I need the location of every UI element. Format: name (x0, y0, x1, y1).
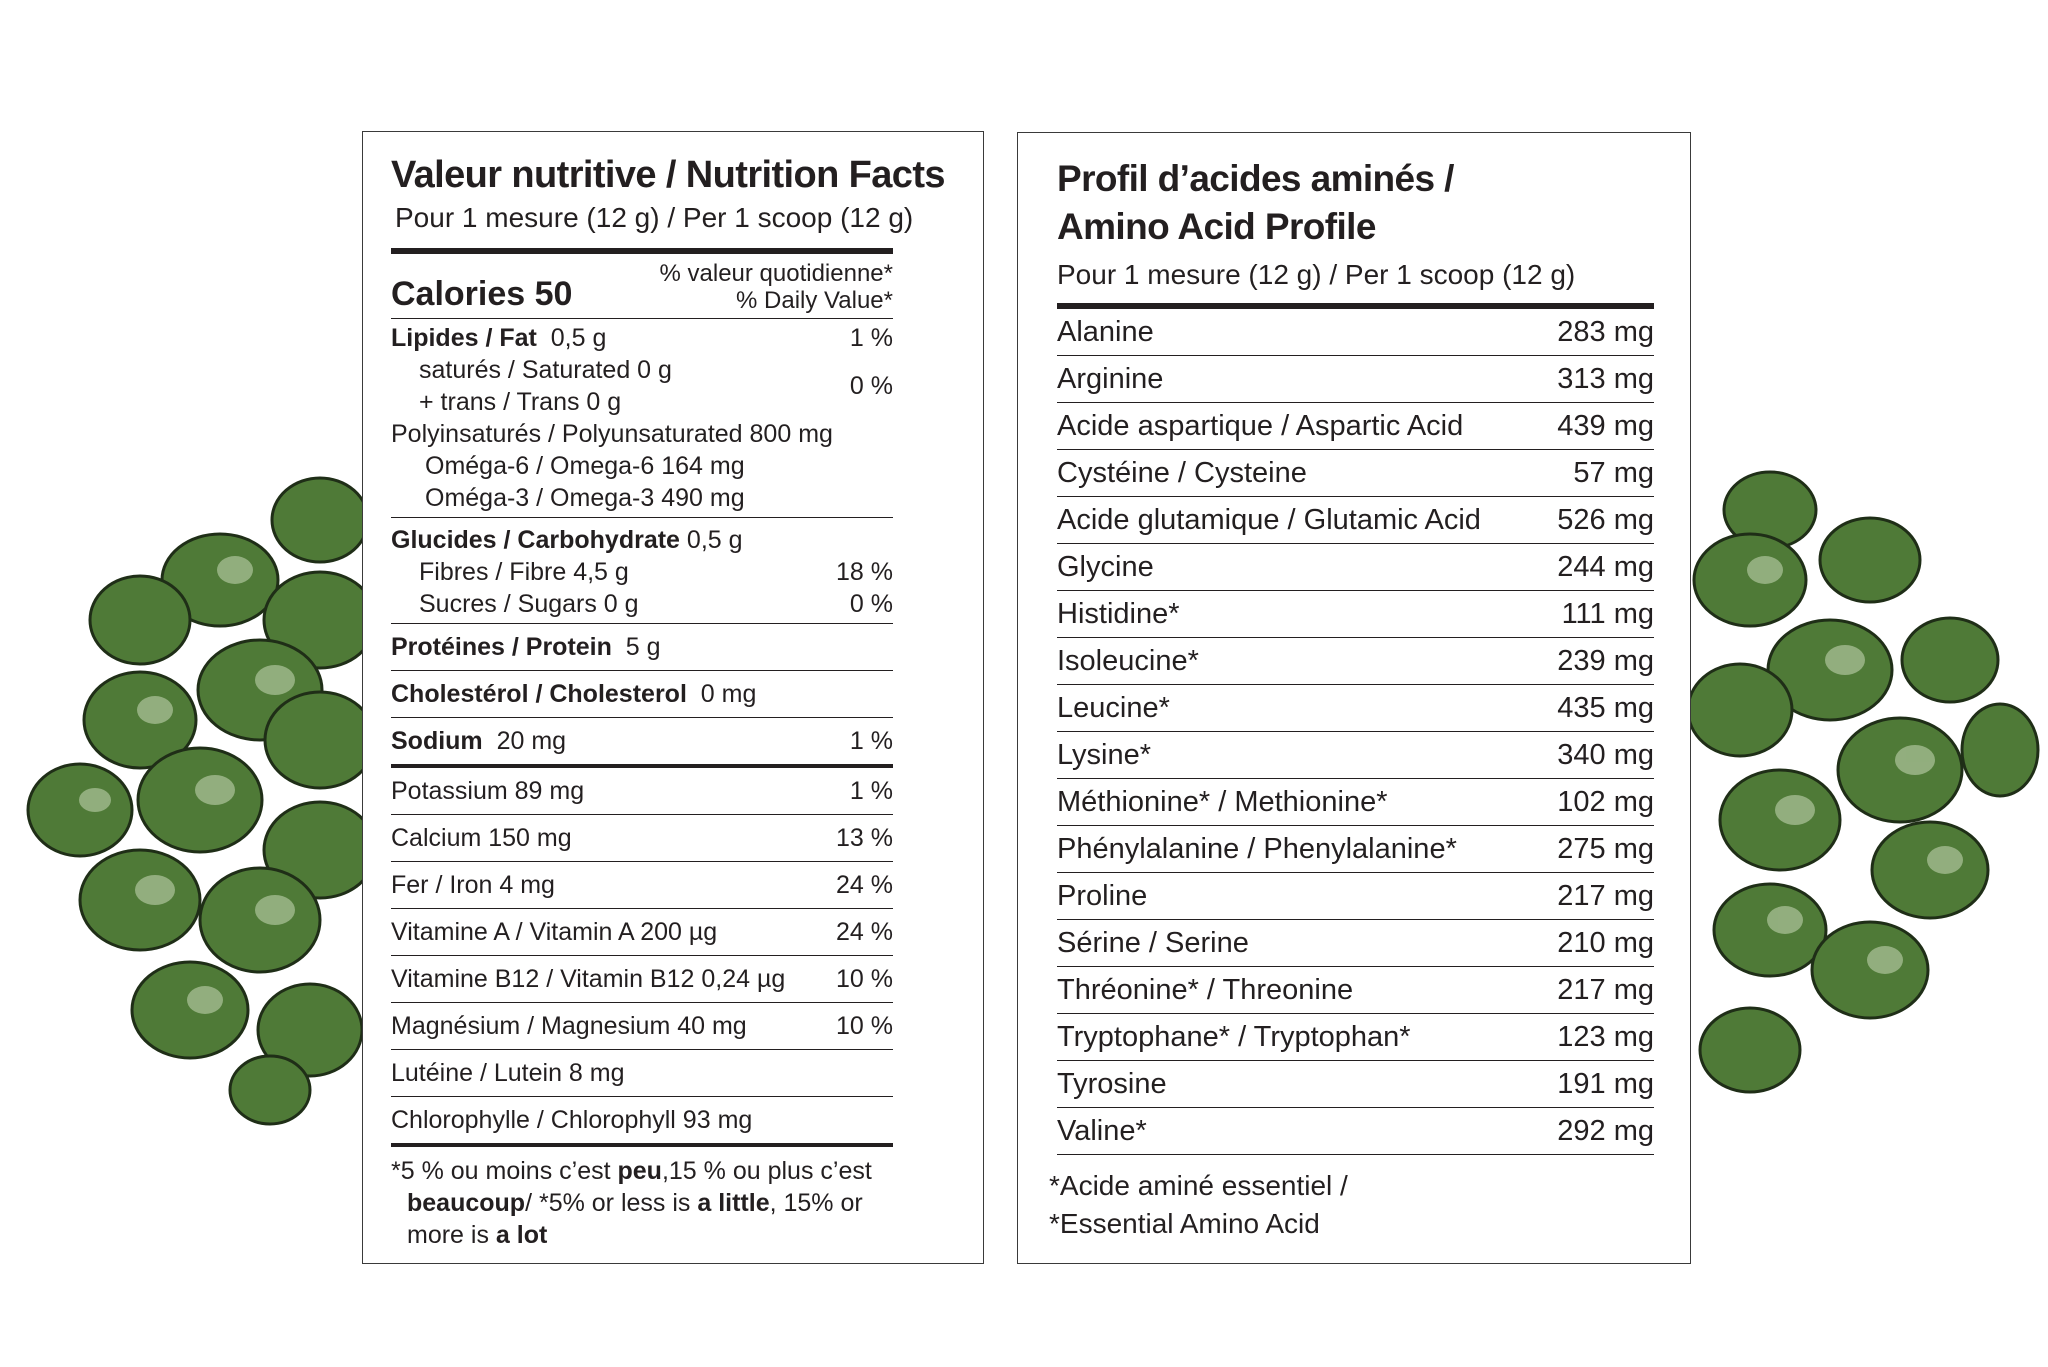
amino-value: 244 mg (1557, 551, 1654, 583)
sodium-amount: 20 mg (496, 727, 567, 755)
fat-label: Lipides / Fat (391, 324, 537, 352)
seed-illustration-left (20, 470, 380, 1130)
amino-name: Isoleucine* (1057, 645, 1199, 677)
amino-value: 313 mg (1557, 363, 1654, 395)
daily-value-header (660, 260, 894, 314)
amino-row (1057, 309, 1654, 356)
cholesterol-label: Cholestérol / Cholesterol (391, 680, 687, 708)
amino-value: 111 mg (1561, 598, 1654, 630)
mineral-label: Potassium 89 mg (391, 777, 585, 805)
amino-footnote-en: *Essential Amino Acid (1049, 1208, 1320, 1239)
amino-row (1057, 826, 1654, 873)
amino-name: Alanine (1057, 316, 1154, 348)
amino-name: Tryptophane* / Tryptophan* (1057, 1021, 1411, 1053)
amino-row (1057, 544, 1654, 591)
mineral-row (391, 956, 893, 1003)
amino-row (1057, 779, 1654, 826)
footnote-text: *5 % ou moins c’est (391, 1157, 618, 1185)
amino-value: 340 mg (1557, 739, 1654, 771)
mineral-dv: 10 % (836, 965, 893, 993)
amino-name: Méthionine* / Methionine* (1057, 786, 1388, 818)
cholesterol-row (391, 671, 893, 718)
footnote-bold: peu (617, 1157, 662, 1185)
fat-row (391, 322, 893, 354)
amino-name: Thréonine* / Threonine (1057, 974, 1354, 1006)
amino-title-fr: Profil d’acides aminés / (1057, 158, 1454, 199)
amino-value: 292 mg (1557, 1115, 1654, 1147)
mineral-label: Magnésium / Magnesium 40 mg (391, 1012, 747, 1040)
sugars-dv: 0 % (849, 590, 893, 618)
fibre-row (391, 556, 893, 588)
sat-trans-row (391, 354, 893, 418)
amino-name: Sérine / Serine (1057, 927, 1249, 959)
calories-label: Calories 50 (391, 275, 573, 313)
amino-row (1057, 873, 1654, 920)
amino-value: 239 mg (1557, 645, 1654, 677)
mineral-row (391, 815, 893, 862)
amino-value: 57 mg (1573, 457, 1654, 489)
amino-serving: Pour 1 mesure (12 g) / Per 1 scoop (12 g) (1057, 259, 1576, 290)
protein-row (391, 624, 893, 671)
nutrition-facts-panel (362, 131, 984, 1264)
amino-name: Tyrosine (1057, 1068, 1167, 1100)
nutrition-footnote (391, 1155, 911, 1251)
mineral-label: Lutéine / Lutein 8 mg (391, 1059, 625, 1087)
mineral-label: Fer / Iron 4 mg (391, 871, 555, 899)
amino-row (1057, 1061, 1654, 1108)
sugars-row (391, 588, 893, 620)
mineral-row (391, 1050, 893, 1097)
mineral-row (391, 1097, 893, 1147)
amino-name: Acide glutamique / Glutamic Acid (1057, 504, 1481, 536)
amino-footnote-fr: *Acide aminé essentiel / (1049, 1170, 1348, 1201)
amino-value: 275 mg (1557, 833, 1654, 865)
nutrition-serving: Pour 1 mesure (12 g) / Per 1 scoop (12 g) (395, 202, 914, 233)
amino-name: Acide aspartique / Aspartic Acid (1057, 410, 1464, 442)
amino-name: Histidine* (1057, 598, 1180, 630)
mineral-row (391, 909, 893, 956)
amino-value: 283 mg (1557, 316, 1654, 348)
calories-row (391, 254, 893, 319)
amino-value: 526 mg (1557, 504, 1654, 536)
amino-value: 191 mg (1557, 1068, 1654, 1100)
protein-label: Protéines / Protein (391, 633, 612, 661)
mineral-row (391, 768, 893, 815)
mineral-dv: 24 % (836, 918, 893, 946)
saturated-row: saturés / Saturated 0 g (419, 356, 672, 384)
sodium-label: Sodium (391, 727, 483, 755)
amino-name: Valine* (1057, 1115, 1147, 1147)
amino-footnote (1049, 1167, 1652, 1243)
amino-value: 435 mg (1557, 692, 1654, 724)
amino-row (1057, 1108, 1654, 1155)
mineral-dv: 10 % (836, 1012, 893, 1040)
footnote-text: / *5% or less is (525, 1189, 698, 1217)
sodium-dv: 1 % (849, 727, 893, 755)
carbohydrate-group (391, 518, 893, 624)
fat-amount: 0,5 g (550, 324, 607, 352)
protein-amount: 5 g (625, 633, 661, 661)
amino-value: 210 mg (1557, 927, 1654, 959)
amino-name: Proline (1057, 880, 1148, 912)
fibre-dv: 18 % (836, 558, 893, 586)
amino-title-en: Amino Acid Profile (1057, 206, 1376, 247)
seed-illustration-right (1680, 470, 2040, 1110)
dv-header-en: % Daily Value* (736, 287, 893, 314)
sugars-label: Sucres / Sugars 0 g (419, 590, 639, 618)
cholesterol-amount: 0 mg (700, 680, 757, 708)
mineral-row (391, 1003, 893, 1050)
sat-trans-dv: 0 % (849, 372, 893, 400)
amino-row (1057, 450, 1654, 497)
mineral-dv: 24 % (836, 871, 893, 899)
omega6-row: Oméga-6 / Omega-6 164 mg (425, 452, 745, 480)
amino-value: 217 mg (1557, 974, 1654, 1006)
amino-name: Glycine (1057, 551, 1154, 583)
carbohydrate-amount: 0,5 g (686, 526, 743, 554)
sodium-row (391, 718, 893, 768)
mineral-dv: 13 % (836, 824, 893, 852)
nutrition-title: Valeur nutritive / Nutrition Facts (391, 154, 945, 196)
carbohydrate-label: Glucides / Carbohydrate (391, 526, 680, 554)
amino-row (1057, 1014, 1654, 1061)
amino-name: Arginine (1057, 363, 1164, 395)
amino-value: 123 mg (1557, 1021, 1654, 1053)
footnote-text: , 15% or (769, 1189, 863, 1217)
amino-row (1057, 920, 1654, 967)
mineral-label: Vitamine A / Vitamin A 200 µg (391, 918, 718, 946)
amino-name: Cystéine / Cysteine (1057, 457, 1307, 489)
amino-name: Phénylalanine / Phenylalanine* (1057, 833, 1457, 865)
dv-header-fr: % valeur quotidienne* (659, 260, 893, 287)
footnote-bold: beaucoup (407, 1189, 526, 1217)
amino-name: Leucine* (1057, 692, 1170, 724)
amino-acid-table (1057, 303, 1654, 1155)
amino-acid-panel (1017, 132, 1691, 1264)
minerals-list (391, 768, 893, 1147)
amino-title (1057, 155, 1652, 251)
carbohydrate-row (391, 524, 893, 556)
amino-name: Lysine* (1057, 739, 1152, 771)
nutrition-table (391, 248, 893, 1147)
amino-row (1057, 685, 1654, 732)
amino-row (1057, 356, 1654, 403)
footnote-bold: a little (697, 1189, 770, 1217)
amino-row (1057, 591, 1654, 638)
amino-value: 439 mg (1557, 410, 1654, 442)
amino-row (1057, 732, 1654, 779)
polyunsaturated-row: Polyinsaturés / Polyunsaturated 800 mg (391, 420, 833, 448)
fat-group (391, 319, 893, 518)
amino-row (1057, 403, 1654, 450)
mineral-row (391, 862, 893, 909)
mineral-dv: 1 % (849, 777, 893, 805)
fat-dv: 1 % (849, 324, 893, 352)
mineral-label: Calcium 150 mg (391, 824, 572, 852)
amino-row (1057, 638, 1654, 685)
amino-row (1057, 497, 1654, 544)
trans-row: + trans / Trans 0 g (419, 388, 622, 416)
fibre-label: Fibres / Fibre 4,5 g (419, 558, 629, 586)
amino-value: 217 mg (1557, 880, 1654, 912)
footnote-bold: a lot (495, 1221, 548, 1249)
omega3-row: Oméga-3 / Omega-3 490 mg (425, 484, 745, 512)
amino-row (1057, 967, 1654, 1014)
footnote-text: more is (407, 1221, 496, 1249)
mineral-label: Chlorophylle / Chlorophyll 93 mg (391, 1106, 753, 1134)
footnote-text: ,15 % ou plus c’est (661, 1157, 872, 1185)
amino-value: 102 mg (1557, 786, 1654, 818)
mineral-label: Vitamine B12 / Vitamin B12 0,24 µg (391, 965, 786, 993)
